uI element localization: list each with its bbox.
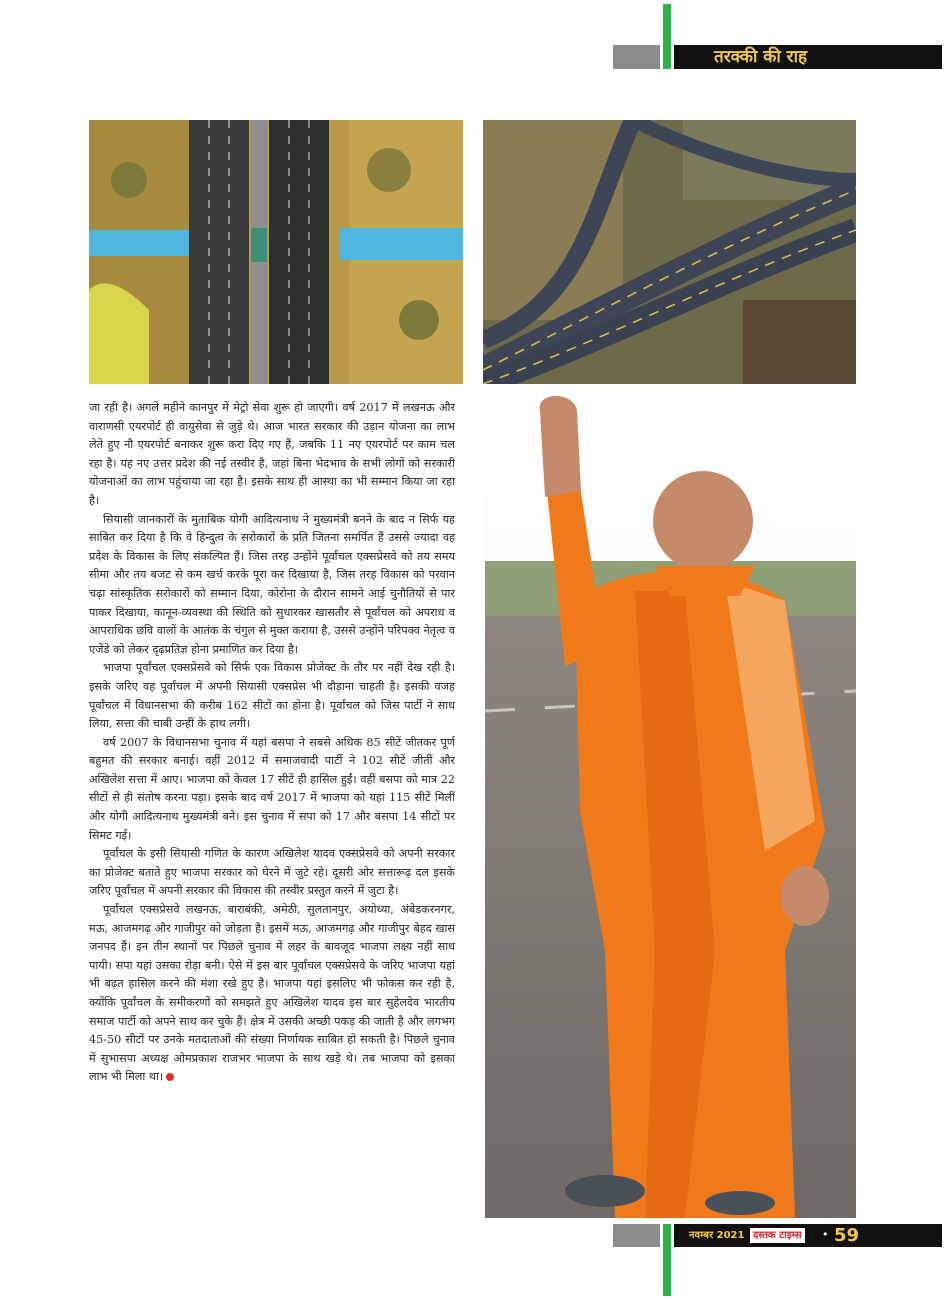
article-paragraph: जा रही है। अगले महीने कानपुर में मेट्रो सेवा शुरू हो जाएगी। वर्ष 2017 में लखनऊ और वाराणसी एयरपोर्ट ही वायुसेवा से जुड़े थे। आज भारत सरकार की उड़ान योजना का लाभ लेते हुए नौ एयरपोर्ट बनाकर शुरू करा दिए गए हैं, जबकि 11 नए एयरपोर्ट पर काम चल रहा है। यह नए उत्तर प्रदेश की नई तस्वीर है, जहां बिना भेदभाव के सभी लोगों को सरकारी योजनाओं का लाभ पहुंचाया जा रहा है। इसके साथ ही आस्था का भी सम्मान किया जा रहा है। bbox=[89, 401, 455, 507]
header-grey-block bbox=[613, 45, 660, 69]
page-number: 59 bbox=[834, 1225, 860, 1246]
article-paragraph: वर्ष 2007 के विधानसभा चुनाव में यहां बसपा ने सबसे अधिक 85 सीटें जीतकर पूर्ण बहुमत की सरकार बनाई। वहीं 2012 में समाजवादी पार्टी ने 102 सीटें जीतीं और अखिलेश सत्ता में आए। भाजपा को केवल 17 सीटें ही हासिल हुईं। वहीं बसपा को मात्र 22 सीटों से ही संतोष करना पड़ा। इसके बाद वर्ष 2017 में भाजपा को यहां 115 सीटें मिलीं और योगी आदित्यनाथ मुख्यमंत्री बने। इस चुनाव में सपा को 17 और बसपा 14 सीटों पर सिमट गई। bbox=[89, 735, 455, 842]
section-title: तरक्की की राह bbox=[714, 47, 808, 67]
article-paragraph: पूर्वांचल एक्सप्रेसवे लखनऊ, बाराबंकी, अमेठी, सुलतानपुर, अयोध्या, अंबेडकरनगर, मऊ, आजमगढ़ और गाजीपुर को जोड़ता है। इसमें मऊ, आजमगढ़ और गाजीपुर बेहद खास जनपद हैं। इन तीन स्थानों पर पिछले चुनाव में लहर के बावजूद भाजपा लक्ष्य नहीं साध पायी। सपा यहां उसका रोड़ा बनी। ऐसे में इस बार पूर्वांचल एक्सप्रेसवे के जरिए भाजपा यहां भी बढ़त हासिल करने की मंशा रखे हुए है। भाजपा यहां इसलिए भी फोकस कर रही है, क्योंकि पूर्वांचल के समीकरणों को समझते हुए अखिलेश यादव इस बार सुहेलदेव भारतीय समाज पार्टी को अपने साथ कर चुके हैं। क्षेत्र में उसकी अच्छी पकड़ की जाती है और लगभग 45-50 सीटों पर उनके मतदाताओं की संख्या निर्णायक साबित हो सकती है। पिछले चुनाव में सुभासपा अध्यक्ष ओमप्रकाश राजभर भाजपा के साथ खड़े थे। तब भाजपा को इसका लाभ भी मिला था। bbox=[89, 903, 455, 1084]
footer-separator: • bbox=[822, 1228, 829, 1241]
article-paragraph: पूर्वांचल के इसी सियासी गणित के कारण अखिलेश यादव एक्सप्रेसवे को अपनी सरकार का प्रोजेक्ट बताते हुए भाजपा सरकार को घेरने में जुटे रहे। दूसरी ओर सत्तारूढ़ दल इसके जरिए पूर्वांचल में अपनी सरकार की विकास की तस्वीर प्रस्तुत करने में जुटा है। bbox=[89, 847, 455, 898]
article-body bbox=[89, 399, 455, 1199]
header-green-rule bbox=[663, 4, 671, 69]
article-paragraph: सियासी जानकारों के मुताबिक योगी आदित्यनाथ ने मुख्यमंत्री बनने के बाद न सिर्फ यह साबित कर दिया है कि वे हिन्दुत्व के सरोकारों के प्रति जितना समर्पित हैं उससे ज्यादा वह प्रदेश के विकास के लिए संकल्पित हैं। जिस तरह उन्होंने पूर्वांचल एक्सप्रेसवे को तय समय सीमा और तय बजट से कम खर्च करके पूरा कर दिखाया है, जिस तरह विकास को परवान चढ़ा सांस्कृतिक सरोकारों को सम्मान दिया, कोरोना के दौरान सामने आई चुनौतियों से पार पाकर दिखाया, कानून-व्यवस्था की स्थिति को सुधारकर खासतौर से पूर्वांचल को अपराध व आपराधिक छवि वालों के आतंक के चंगुल से मुक्त कराया है, उससे उन्होंने परिपक्व नेतृत्व व एजेंडे को लेकर दृढ़प्रतिज्ञ होना प्रमाणित कर दिया है। bbox=[89, 512, 455, 656]
article-end-marker-icon bbox=[166, 1073, 174, 1081]
yogi-adityanath-portrait-photo bbox=[485, 391, 856, 1218]
magazine-name: दस्तक टाइम्स bbox=[750, 1228, 805, 1243]
issue-date: नवम्बर 2021 bbox=[689, 1230, 745, 1241]
interchange-aerial-photo bbox=[483, 120, 856, 384]
expressway-aerial-photo bbox=[89, 120, 463, 384]
article-paragraph: भाजपा पूर्वांचल एक्सप्रेसवे को सिर्फ एक विकास प्रोजेक्ट के तौर पर नहीं देख रही है। इसके जरिए वह पूर्वांचल में अपनी सियासी एक्सप्रेस भी दौड़ाना चाहती है। इसकी वजह पूर्वांचल में विधानसभा की करीब 162 सीटों का होना है। पूर्वांचल को जिस पार्टी ने साध लिया, सत्ता की चाबी उन्हीं के हाथ लगी। bbox=[89, 661, 455, 731]
footer-grey-block bbox=[613, 1224, 660, 1247]
footer-green-rule bbox=[663, 1224, 671, 1296]
